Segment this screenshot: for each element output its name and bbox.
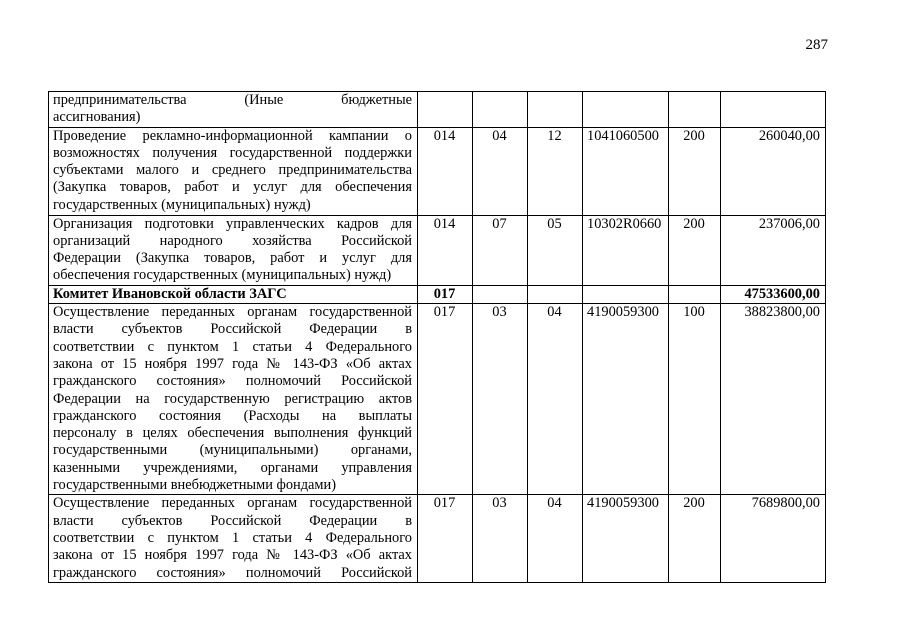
- ministry-code: [418, 92, 473, 128]
- row-description: [49, 215, 418, 285]
- row-description: [49, 495, 418, 583]
- description-line: (Закупка товаров, работ и услуг для обеспечения: [53, 179, 412, 196]
- page-number: 287: [805, 37, 828, 53]
- description-line: организаций народного хозяйства Российской: [53, 232, 412, 249]
- expense-type-code: 200: [669, 215, 721, 285]
- description-line: соответствии с пунктом 1 статьи 4 Федерального: [53, 529, 412, 546]
- row-description: [49, 92, 418, 128]
- description-line: Комитет Ивановской области ЗАГС: [53, 285, 287, 302]
- subsection-code: [528, 92, 583, 128]
- description-line: закона от 15 ноября 1997 года № 143-ФЗ «Об актах: [53, 547, 412, 564]
- subsection-code: 04: [528, 304, 583, 495]
- expense-type-code: [669, 92, 721, 128]
- section-code: 04: [473, 127, 528, 215]
- description-line: обеспечения государственных (муниципальных) нужд): [53, 267, 392, 284]
- subsection-code: 04: [528, 495, 583, 583]
- table-row: [49, 304, 826, 495]
- ministry-code: 017: [418, 495, 473, 583]
- description-line: власти субъектов Российской Федерации в: [53, 321, 412, 338]
- section-code: [473, 92, 528, 128]
- amount: 7689800,00: [721, 495, 826, 583]
- expense-type-code: 200: [669, 127, 721, 215]
- budget-table: [48, 91, 826, 583]
- table-row: [49, 495, 826, 583]
- subsection-code: 12: [528, 127, 583, 215]
- description-line: Федерации (Закупка товаров, работ и услуг для: [53, 250, 412, 267]
- ministry-code: 017: [418, 304, 473, 495]
- target-article-code: [583, 285, 669, 303]
- section-code: 03: [473, 495, 528, 583]
- ministry-code: 017: [418, 285, 473, 303]
- target-article-code: 10302R0660: [583, 215, 669, 285]
- subsection-code: [528, 285, 583, 303]
- amount: 260040,00: [721, 127, 826, 215]
- expense-type-code: [669, 285, 721, 303]
- ministry-code: 014: [418, 215, 473, 285]
- amount: 47533600,00: [721, 285, 826, 303]
- table-row: [49, 127, 826, 215]
- row-description: [49, 304, 418, 495]
- table-row: [49, 92, 826, 128]
- description-line: соответствии с пунктом 1 статьи 4 Федерального: [53, 338, 412, 355]
- description-line: гражданского состояния» полномочий Российской: [53, 373, 412, 390]
- description-line: Организация подготовки управленческих кадров для: [53, 215, 412, 232]
- description-line: гражданского состояния (Расходы на выплаты: [53, 407, 412, 424]
- description-line: Федерации на государственную регистрацию актов: [53, 390, 412, 407]
- description-line: Проведение рекламно-информационной кампании о: [53, 127, 412, 144]
- section-code: [473, 285, 528, 303]
- row-description: [49, 127, 418, 215]
- description-line: возможностях получения государственной поддержки: [53, 144, 412, 161]
- amount: [721, 92, 826, 128]
- description-line: предпринимательства (Иные бюджетные: [53, 92, 412, 108]
- section-code: 07: [473, 215, 528, 285]
- description-line: государственными внебюджетными фондами): [53, 477, 337, 494]
- description-line: государственными (муниципальными) органами,: [53, 442, 412, 459]
- target-article-code: 1041060500: [583, 127, 669, 215]
- expense-type-code: 100: [669, 304, 721, 495]
- row-description: [49, 285, 418, 303]
- description-line: закона от 15 ноября 1997 года № 143-ФЗ «Об актах: [53, 355, 412, 372]
- target-article-code: [583, 92, 669, 128]
- target-article-code: 4190059300: [583, 495, 669, 583]
- section-code: 03: [473, 304, 528, 495]
- budget-table-body: [49, 92, 826, 583]
- table-row-committee: [49, 285, 826, 303]
- description-line: Осуществление переданных органам государственной: [53, 495, 412, 512]
- description-line: субъектами малого и среднего предпринимательства: [53, 162, 412, 179]
- expense-type-code: 200: [669, 495, 721, 583]
- target-article-code: 4190059300: [583, 304, 669, 495]
- description-line: Осуществление переданных органам государственной: [53, 304, 412, 321]
- description-line: ассигнования): [53, 109, 141, 126]
- ministry-code: 014: [418, 127, 473, 215]
- table-row: [49, 215, 826, 285]
- description-line: казенными учреждениями, органами управления: [53, 459, 412, 476]
- description-line: государственных (муниципальных) нужд): [53, 196, 311, 213]
- subsection-code: 05: [528, 215, 583, 285]
- amount: 38823800,00: [721, 304, 826, 495]
- description-line: персоналу в целях обеспечения выполнения функций: [53, 425, 412, 442]
- description-line: гражданского состояния» полномочий Российской: [53, 564, 412, 581]
- amount: 237006,00: [721, 215, 826, 285]
- description-line: власти субъектов Российской Федерации в: [53, 512, 412, 529]
